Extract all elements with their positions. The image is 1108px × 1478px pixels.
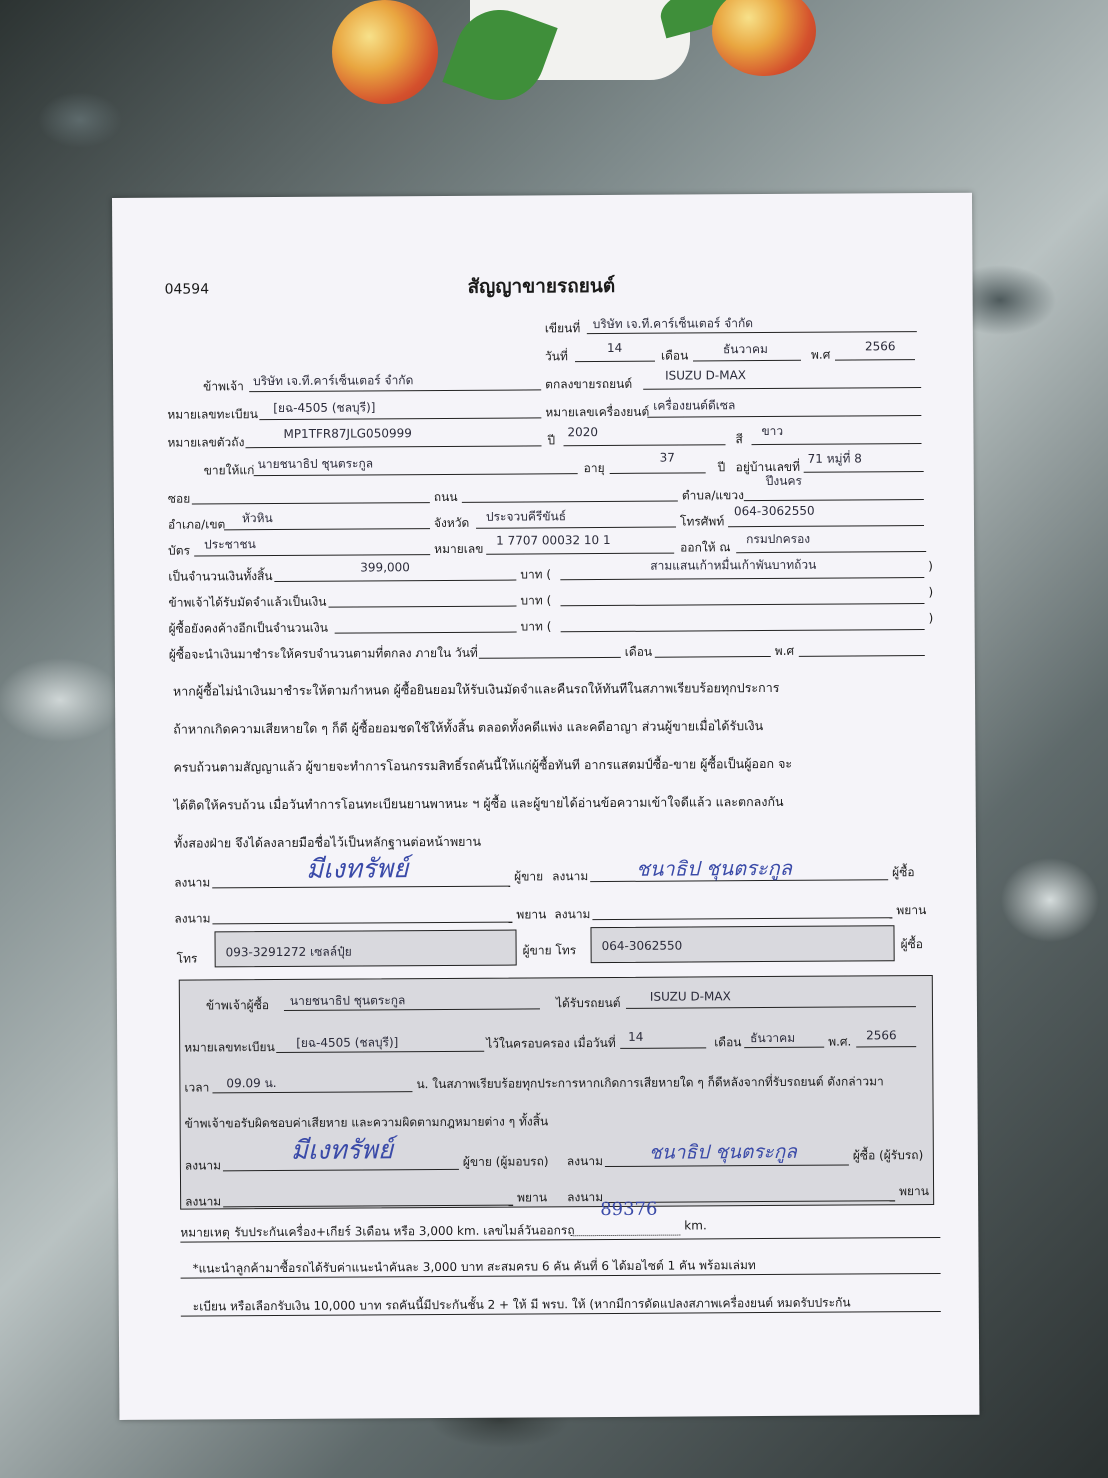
sign-label: ลงนาม [566, 1154, 604, 1169]
model-year-label: ปี [547, 433, 556, 448]
total-words: สามแสนเก้าหมื่นเก้าพันบาทถ้วน [650, 557, 817, 573]
owing-label: ผู้ซื้อยังคงค้างอีกเป็นจำนวนเงิน [168, 620, 328, 636]
car-model: ISUZU D-MAX [665, 368, 747, 383]
soi-label: ซอย [167, 491, 191, 506]
subdistrict-label: ตำบล/แขวง [681, 488, 744, 503]
issued-by-value: กรมปกครอง [746, 531, 811, 547]
baht-label: บาท ( [520, 593, 552, 608]
receipt-day: 14 [628, 1029, 644, 1044]
baht-label: บาท ( [520, 567, 552, 582]
receipt-time: 09.09 น. [226, 1076, 277, 1091]
district-label: อำเภอ/เขต [167, 517, 226, 532]
age-value: 37 [659, 450, 675, 465]
province-label: จังหวัด [433, 515, 470, 531]
seller-label: ผู้ขาย [514, 869, 544, 884]
years-label: ปี [717, 460, 726, 475]
plate-label: หมายเลขทะเบียน [167, 407, 258, 422]
buyer-label: ผู้ซื้อ [900, 937, 924, 952]
sell-to-label: ขายให้แก่ [203, 463, 255, 478]
pay-by-label: ผู้ซื้อจะนำเงินมาชำระให้ครบจำนวนตามที่ตกลง ภายใน วันที่ [168, 645, 478, 662]
sign-label: ลงนาม [567, 1190, 604, 1205]
card-no-label: หมายเลข [434, 541, 484, 557]
witness-label: พยาน [517, 1190, 548, 1205]
seller-phone-box [214, 930, 516, 968]
witness-label: พยาน [899, 1184, 930, 1199]
plate-value: [ยฉ-4505 (ชลบุรี)] [273, 400, 376, 416]
receipt-month: ธันวาคม [750, 1030, 796, 1046]
sign-label: ลงนาม [554, 907, 591, 922]
receipt-buyer-signature: ชนาธิป ชุนตระกูล [648, 1140, 797, 1164]
document-title: สัญญาขายรถยนต์ [467, 274, 616, 298]
chassis-value: MP1TFR87JLG050999 [283, 426, 412, 441]
year-value: 2566 [864, 339, 896, 354]
buyer-phone: 064-3062550 [601, 938, 683, 954]
sign-label: ลงนาม [174, 875, 211, 890]
month-label-2: เดือน [624, 644, 653, 659]
house-no-label: อยู่บ้านเลขที่ [735, 459, 801, 475]
receipt-car: ISUZU D-MAX [649, 989, 731, 1004]
seller-signature: มีเงทรัพย์ [306, 854, 409, 885]
seller-tel-label: ผู้ขาย โทร [522, 943, 577, 958]
house-no-value: 71 หมู่ที่ 8 [807, 451, 862, 466]
receipt-buyer: นายชนาธิป ชุนตระกูล [289, 993, 406, 1008]
color-label: สี [735, 432, 743, 447]
km-label: km. [684, 1218, 707, 1233]
remark-text: รับประกันเครื่อง+เกียร์ 3เดือน หรือ 3,000 km. เลขไมล์วันออกรถ [234, 1223, 575, 1240]
tel-label: โทร [176, 951, 198, 966]
vehicle-receipt-box [179, 975, 934, 1210]
terms-line: หากผู้ซื้อไม่นำเงินมาชำระให้ตามกำหนด ผู้ซื้อยินยอมให้รับเงินมัดจำและคืนรถให้ทันทีในสภาพเรียบร้อยทุกประการ [172, 679, 780, 699]
year-label-2: พ.ศ [774, 643, 795, 658]
model-year-value: 2020 [567, 425, 599, 440]
sign-label: ลงนาม [552, 869, 589, 884]
buyer-signature: ชนาธิป ชุนตระกูล [636, 855, 793, 881]
referral-note-continued: ะเบียน หรือเลือกรับเงิน 10,000 บาท รถคันนี้มีประกันชั้น 2 + ให้ มี พรบ. ให้ (หากมีการดัดแปลงสภาพเครื่องยนต์ หมดรับประกัน [192, 1295, 851, 1314]
written-at-value: บริษัท เจ.ที.คาร์เซ็นเตอร์ จำกัด [592, 316, 754, 332]
buyer-phone-box [590, 925, 894, 963]
color-value: ขาว [761, 423, 784, 439]
remark-label: หมายเหตุ [180, 1225, 230, 1240]
card-type: ประชาชน [204, 537, 256, 552]
engine-value: เครื่องยนต์ดีเซล [653, 398, 736, 413]
referral-note: *แนะนำลูกค้ามาซื้อรถได้รับค่าแนะนำคันละ 3,000 บาท สะสมครบ 6 คัน คันที่ 6 ได้มอไซต์ 1 คัน พร้อมเล่มท [192, 1258, 756, 1276]
tomato-ornament [712, 0, 816, 76]
receipt-liability: ข้าพเจ้าขอรับผิดชอบค่าเสียหาย และความผิดตามกฎหมายต่าง ๆ ทั้งสิ้น [184, 1114, 549, 1131]
month-label: เดือน [660, 348, 689, 363]
card-no-value: 1 7707 00032 10 1 [496, 532, 611, 548]
terms-line: ครบถ้วนตามสัญญาแล้ว ผู้ขายจะทำการโอนกรรมสิทธิ์รถคันนี้ให้แก่ผู้ซื้อทันที อากรแสตมป์ซื้อ-ขาย ผู้ซื้อเป็นผู้ออก จะ [173, 755, 793, 775]
witness-label: พยาน [516, 907, 547, 922]
possession-label: ไว้ในครอบครอง เมื่อวันที่ [486, 1035, 616, 1051]
deposit-label: ข้าพเจ้าได้รับมัดจำแล้วเป็นเงิน [168, 594, 327, 610]
terms-line: ถ้าหากเกิดความเสียหายใด ๆ ก็ดี ผู้ซื้อยอมชดใช้ให้ทั้งสิ้น ตลอดทั้งคดีแพ่ง และคดีอาญา ส่วนผู้ขายเมื่อได้รับเงิน [173, 718, 764, 737]
receipt-year-label: พ.ศ. [828, 1034, 852, 1049]
year-label: พ.ศ [810, 347, 831, 362]
sign-label: ลงนาม [174, 911, 211, 926]
agree-sell-label: ตกลงขายรถยนต์ [545, 376, 633, 392]
card-label: บัตร [168, 543, 191, 558]
seller-name: บริษัท เจ.ที.คาร์เซ็นเตอร์ จำกัด [253, 373, 414, 389]
road-label: ถนน [433, 489, 458, 505]
terms-line: ได้ติดให้ครบถ้วน เมื่อวันทำการโอนทะเบียนยานพาหนะ ฯ ผู้ซื้อ และผู้ขายได้อ่านข้อความเข้าใจดีแล้ว และตกลงกัน [173, 793, 784, 813]
receipt-plate: [ยฉ-4505 (ชลบุรี)] [296, 1035, 399, 1050]
issued-by-label: ออกให้ ณ [680, 540, 731, 555]
buyer-name: นายชนาธิป ชุนตระกูล [257, 456, 374, 472]
received-car-label: ได้รับรถยนต์ [555, 995, 621, 1011]
written-at-label: เขียนที่ [544, 321, 581, 336]
sign-label: ลงนาม [185, 1194, 222, 1209]
subdistrict-value: ปึงนคร [765, 473, 802, 489]
witness-label: พยาน [896, 903, 927, 918]
contract-paper: 04594 สัญญาขายรถยนต์ เขียนที่ บริษัท เจ.ที.คาร์เซ็นเตอร์ จำกัด วันที่ 14 เดือน ธันวาคม พ.ศ 2566 ข้าพเจ้า บริษัท เจ.ที.คาร์เซ็นเตอร์ จำกัด ตกลงขายรถยนต์ ISUZU D-MAX หมายเลขทะเบียน [ยฉ-4505 (ชลบุรี)] หมายเลขเครื่องยนต์ เครื่องยนต์ดีเซล หมายเลขตัวถัง MP1TFR87JLG050999 ปี 2020 สี ขาว ขายให้แก่ นายชนาธิป ชุนตระกูล อายุ 37 ปี อยู่บ้านเลขที่ 71 หมู่ที่ 8 ซอย ถนน ตำบล/แขวง ปึงนคร อำเภอ/เขต หัวหิน จังหวัด ประจวบคีรีขันธ์ โทรศัพท์ 064-3062550 บัตร ประชาชน หมายเลข 1 7707 00032 10 1 ออกให้ ณ กรมปกครอง เป็นจำนวนเงินทั้งสิ้น 399,000 บาท ( สามแสนเก้าหมื่นเก้าพันบาทถ้วน ) ข้าพเจ้าได้รับมัดจำแล้วเป็นเงิน บาท ( ) ผู้ซื้อยังคงค้างอีกเป็นจำนวนเงิน บาท ( ) ผู้ซื้อจะนำเงินมาชำระให้ครบจำนวนตามที่ตกลง ภายใน วันที่ เดือน พ.ศ หากผู้ซื้อไม่นำเงินมาชำระให้ตามกำหนด ผู้ซื้อยินยอมให้รับเงินมัดจำและคืนรถให้ทันทีในสภาพเรียบร้อยทุกประการ ถ้าหากเกิดความเสียหายใด ๆ ก็ดี ผู้ซื้อยอมชดใช้ให้ทั้งสิ้น ตลอดทั้งคดีแพ่ง และคดีอาญา ส่วนผู้ขายเมื่อได้รับเงิน ครบถ้วนตามสัญญาแล้ว ผู้ขายจะทำการโอนกรรมสิทธิ์รถคันนี้ให้แก่ผู้ซื้อทันที อากรแสตมป์ซื้อ-ขาย ผู้ซื้อเป็นผู้ออก จะ ได้ติดให้ครบถ้วน เมื่อวันทำการโอนทะเบียนยานพาหนะ ฯ ผู้ซื้อ และผู้ขายได้อ่านข้อความเข้าใจดีแล้ว และตกลงกัน ทั้งสองฝ่าย จึงได้ลงลายมือชื่อไว้เป็นหลักฐานต่อหน้าพยาน ลงนาม มีเงทรัพย์ ผู้ขาย ลงนาม ชนาธิป ชุนตระกูล ผู้ซื้อ ลงนาม พยาน ลงนาม พยาน โทร 093-3291272 เซลล์ปุ๋ย ผู้ขาย โทร 064-3062550 ผู้ซื้อ ข้าพเจ้าผู้ซื้อ นายชนาธิป ชุนตระกูล ได้รับรถยนต์ ISUZU D-MAX หมายเลขทะเบียน [ยฉ-4505 (ชลบุรี)] ไว้ในครอบครอง เมื่อวันที่ 14 เดือน ธันวาคม พ.ศ. 2566 เวลา 09.09 น. น. ในสภาพเรียบร้อยทุกประการหากเกิดการเสียหายใด ๆ ก็ดีหลังจากที่รับรถยนต์ ดังกล่าวมา ข้าพเจ้าขอรับผิดชอบค่าเสียหาย และความผิดตามกฎหมายต่าง ๆ ทั้งสิ้น ลงนาม มีเงทรัพย์ ผู้ขาย (ผู้มอบรถ) ลงนาม ชนาธิป ชุนตระกูล ผู้ซื้อ (ผู้รับรถ) ลงนาม พยาน ลงนาม พยาน หมายเหตุ รับประกันเครื่อง+เกียร์ 3เดือน หรือ 3,000 km. เลขไมล์วันออกรถ 89376 km. *แนะนำลูกค้ามาซื้อรถได้รับค่าแนะนำคันละ 3,000 บาท สะสมครบ 6 คัน คันที่ 6 ได้มอไซต์ 1 คัน พร้อมเล่มท ะเบียน หรือเลือกรับเงิน 10,000 บาท รถคันนี้มีประกันชั้น 2 + ให้ มี พรบ. ให้ (หากมีการดัดแปลงสภาพเครื่องยนต์ หมดรับประกัน [112, 193, 979, 1420]
phone-label: โทรศัพท์ [679, 514, 725, 529]
time-label: เวลา [184, 1080, 210, 1095]
sign-label: ลงนาม [184, 1158, 222, 1173]
month-value: ธันวาคม [722, 341, 768, 357]
receipt-terms: น. ในสภาพเรียบร้อยทุกประการหากเกิดการเสียหายใด ๆ ก็ดีหลังจากที่รับรถยนต์ ดังกล่าวมา [416, 1074, 884, 1092]
i-label: ข้าพเจ้า [203, 379, 244, 394]
date-label: วันที่ [544, 349, 568, 364]
receipt-plate-label: หมายเลขทะเบียน [184, 1040, 275, 1055]
receipt-buyer-label: ข้าพเจ้าผู้ซื้อ [205, 998, 270, 1013]
receipt-year: 2566 [866, 1028, 897, 1043]
chassis-label: หมายเลขตัวถัง [167, 435, 245, 450]
mileage-value: 89376 [600, 1198, 658, 1221]
receipt-month-label: เดือน [714, 1035, 742, 1050]
seller-phone: 093-3291272 เซลล์ปุ๋ย [225, 944, 352, 960]
seller-deliver-label: ผู้ขาย (ผู้มอบรถ) [462, 1154, 549, 1169]
buyer-label: ผู้ซื้อ [892, 865, 915, 880]
age-label: อายุ [583, 460, 605, 476]
receipt-seller-signature: มีเงทรัพย์ [290, 1135, 394, 1166]
document-number: 04594 [164, 281, 210, 298]
total-value: 399,000 [360, 560, 410, 575]
province-value: ประจวบคีรีขันธ์ [485, 509, 567, 524]
buyer-receive-label: ผู้ซื้อ (ผู้รับรถ) [852, 1148, 924, 1163]
day-value: 14 [606, 340, 623, 355]
terms-line: ทั้งสองฝ่าย จึงได้ลงลายมือชื่อไว้เป็นหลักฐานต่อหน้าพยาน [173, 833, 482, 851]
baht-label: บาท ( [520, 619, 552, 634]
engine-label: หมายเลขเครื่องยนต์ [545, 404, 650, 420]
tomato-ornament [332, 0, 438, 104]
phone-value: 064-3062550 [733, 503, 815, 519]
district-value: หัวหิน [241, 511, 273, 526]
total-label: เป็นจำนวนเงินทั้งสิ้น [168, 569, 273, 584]
